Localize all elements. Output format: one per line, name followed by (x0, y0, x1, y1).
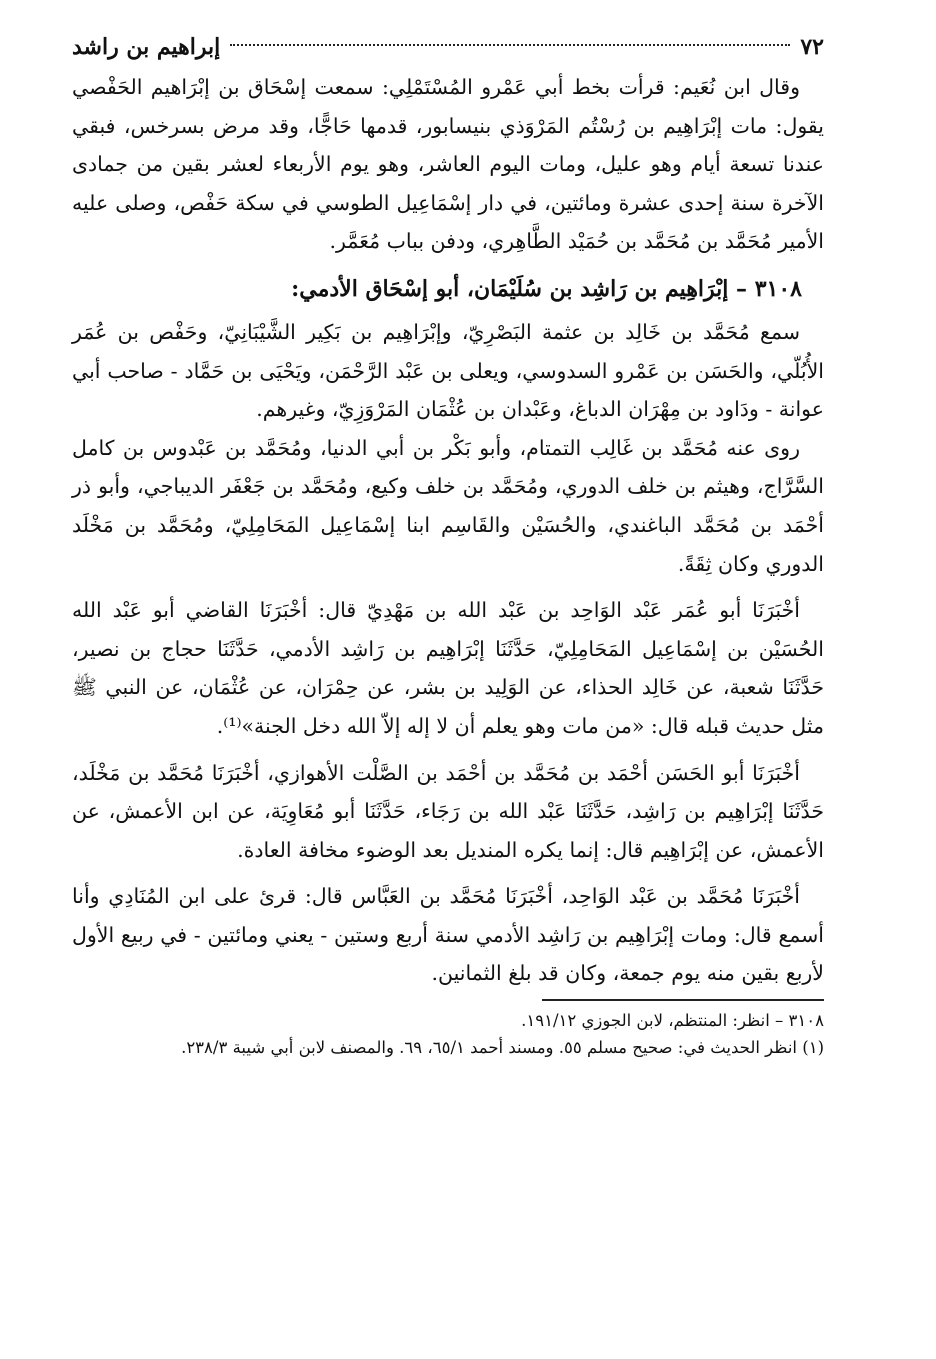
spacer (72, 746, 824, 754)
paragraph-teachers: سمع مُحَمَّد بن خَالِد بن عثمة البَصْرِيّ، وإبْرَاهِيم بن بَكِير الشَّيْبَانِيّ، وحَفْص بن عُمَر الأُبُلّي، والحَسَن بن عَمْرو السدوسي، ويعلى بن عَبْد الرَّحْمَن، ويَحْيَى بن حَمَّاد - صاحب أبي عوانة - ودَاود بن مِهْرَان الدباغ، وعَبْدان بن عُثْمَان المَرْوَزِيّ، وغيرهم. (72, 319, 824, 422)
page-header (72, 30, 824, 68)
spacer (72, 583, 824, 591)
footnote-separator (542, 999, 824, 1001)
paragraph-hadith-2: أخْبَرَنَا أبو الحَسَن أحْمَد بن مُحَمَّد بن أحْمَد بن الصَّلْت الأهوازي، أخْبَرَنَا مُحَمَّد بن مَخْلَد، حَدَّثَنَا إبْرَاهِيم بن رَاشِد، حَدَّثَنَا عَبْد الله بن رَجَاء، حَدَّثَنَا أبو مُعَاوِيَة، عن ابن الأعمش، عن الأعمش، عن إبْرَاهِيم قال: إنما يكره المنديل بعد الوضوء مخافة العادة. (72, 760, 824, 862)
entry-heading: ٣١٠٨ – إبْرَاهِيم بن رَاشِد بن سُلَيْمَان، أبو إسْحَاق الأدمي: (291, 275, 802, 302)
footnote-source: ٣١٠٨ – انظر: المنتظم، لابن الجوزي ١٩١/١٢. (521, 1011, 824, 1031)
page-number: ٧٢ (800, 34, 824, 60)
dotted-leader (230, 44, 790, 46)
running-title: إبراهيم بن راشد (72, 34, 221, 60)
paragraph-continuation: وقال ابن نُعَيم: قرأت بخط أبي عَمْرو المُسْتَمْلِي: سمعت إسْحَاق بن إبْرَاهيم الحَفْصي يقول: مات إبْرَاهِيم بن رُسْتُم المَرْوَذي بنيسابور، قدمها حَاجًّا، وقد مرض بسرخس، فبقي عندنا تسعة أيام وهو عليل، ومات اليوم العاشر، وهو يوم الأربعاء لعشر بقين من جمادى الآخرة سنة إحدى عشرة ومائتين، في دار إسْمَاعِيل الطوسي في سكة حَفْص، وصلى عليه الأمير مُحَمَّد بن مُحَمَّد بن حُمَيْد الطَّاهِري، ودفن بباب مُعَمَّر. (72, 75, 824, 254)
book-page (72, 30, 824, 1061)
paragraph-hadith-1: أخْبَرَنَا أبو عُمَر عَبْد الوَاحِد بن عَبْد الله بن مَهْدِيّ قال: أخْبَرَنَا القاضي أبو عَبْد الله الحُسَيْن بن إسْمَاعِيل المَحَامِلِيّ، حَدَّثَنَا إبْرَاهِيم بن رَاشِد الأدمي، حَدَّثَنَا حجاج بن نصير، حَدَّثَنَا شعبة، عن خَالِد الحذاء، عن الوَلِيد بن بشر، عن حِمْرَان، عن عُثْمَان، عن النبي ﷺ مثل حديث قبله قال: «من مات وهو يعلم أن لا إله إلاّ الله دخل الجنة»⁽¹⁾. (72, 598, 824, 738)
paragraph-students: روى عنه مُحَمَّد بن غَالِب التمتام، وأبو بَكْر بن أبي الدنيا، ومُحَمَّد بن عَبْدوس بن كامل السَّرَّاج، وهيثم بن خلف الدوري، ومُحَمَّد بن خلف وكيع، ومُحَمَّد بن جَعْفَر الديباجي، وأبو ذر أحْمَد بن مُحَمَّد الباغندي، والحُسَيْن والقَاسِم ابنا إسْمَاعِيل المَحَامِلِيّ، ومُحَمَّد بن مَخْلَد الدوري وكان ثِقَةً. (72, 435, 824, 576)
footnotes (72, 1007, 824, 1061)
spacer (72, 869, 824, 877)
footnote-1: (١) انظر الحديث في: صحيح مسلم ٥٥. ومسند أحمد ٦٥/١، ٦٩. والمصنف لابن أبي شيبة ٢٣٨/٣. (181, 1038, 824, 1058)
paragraph-death: أخْبَرَنَا مُحَمَّد بن عَبْد الوَاحِد، أخْبَرَنَا مُحَمَّد بن العَبَّاس قال: قرئ على ابن المُنَادِي وأنا أسمع قال: ومات إبْرَاهِيم بن رَاشِد الأدمي سنة أربع وستين - يعني ومائتين - في ربيع الأول لأربع بقين منه يوم جمعة، وكان قد بلغ الثمانين. (72, 884, 824, 986)
